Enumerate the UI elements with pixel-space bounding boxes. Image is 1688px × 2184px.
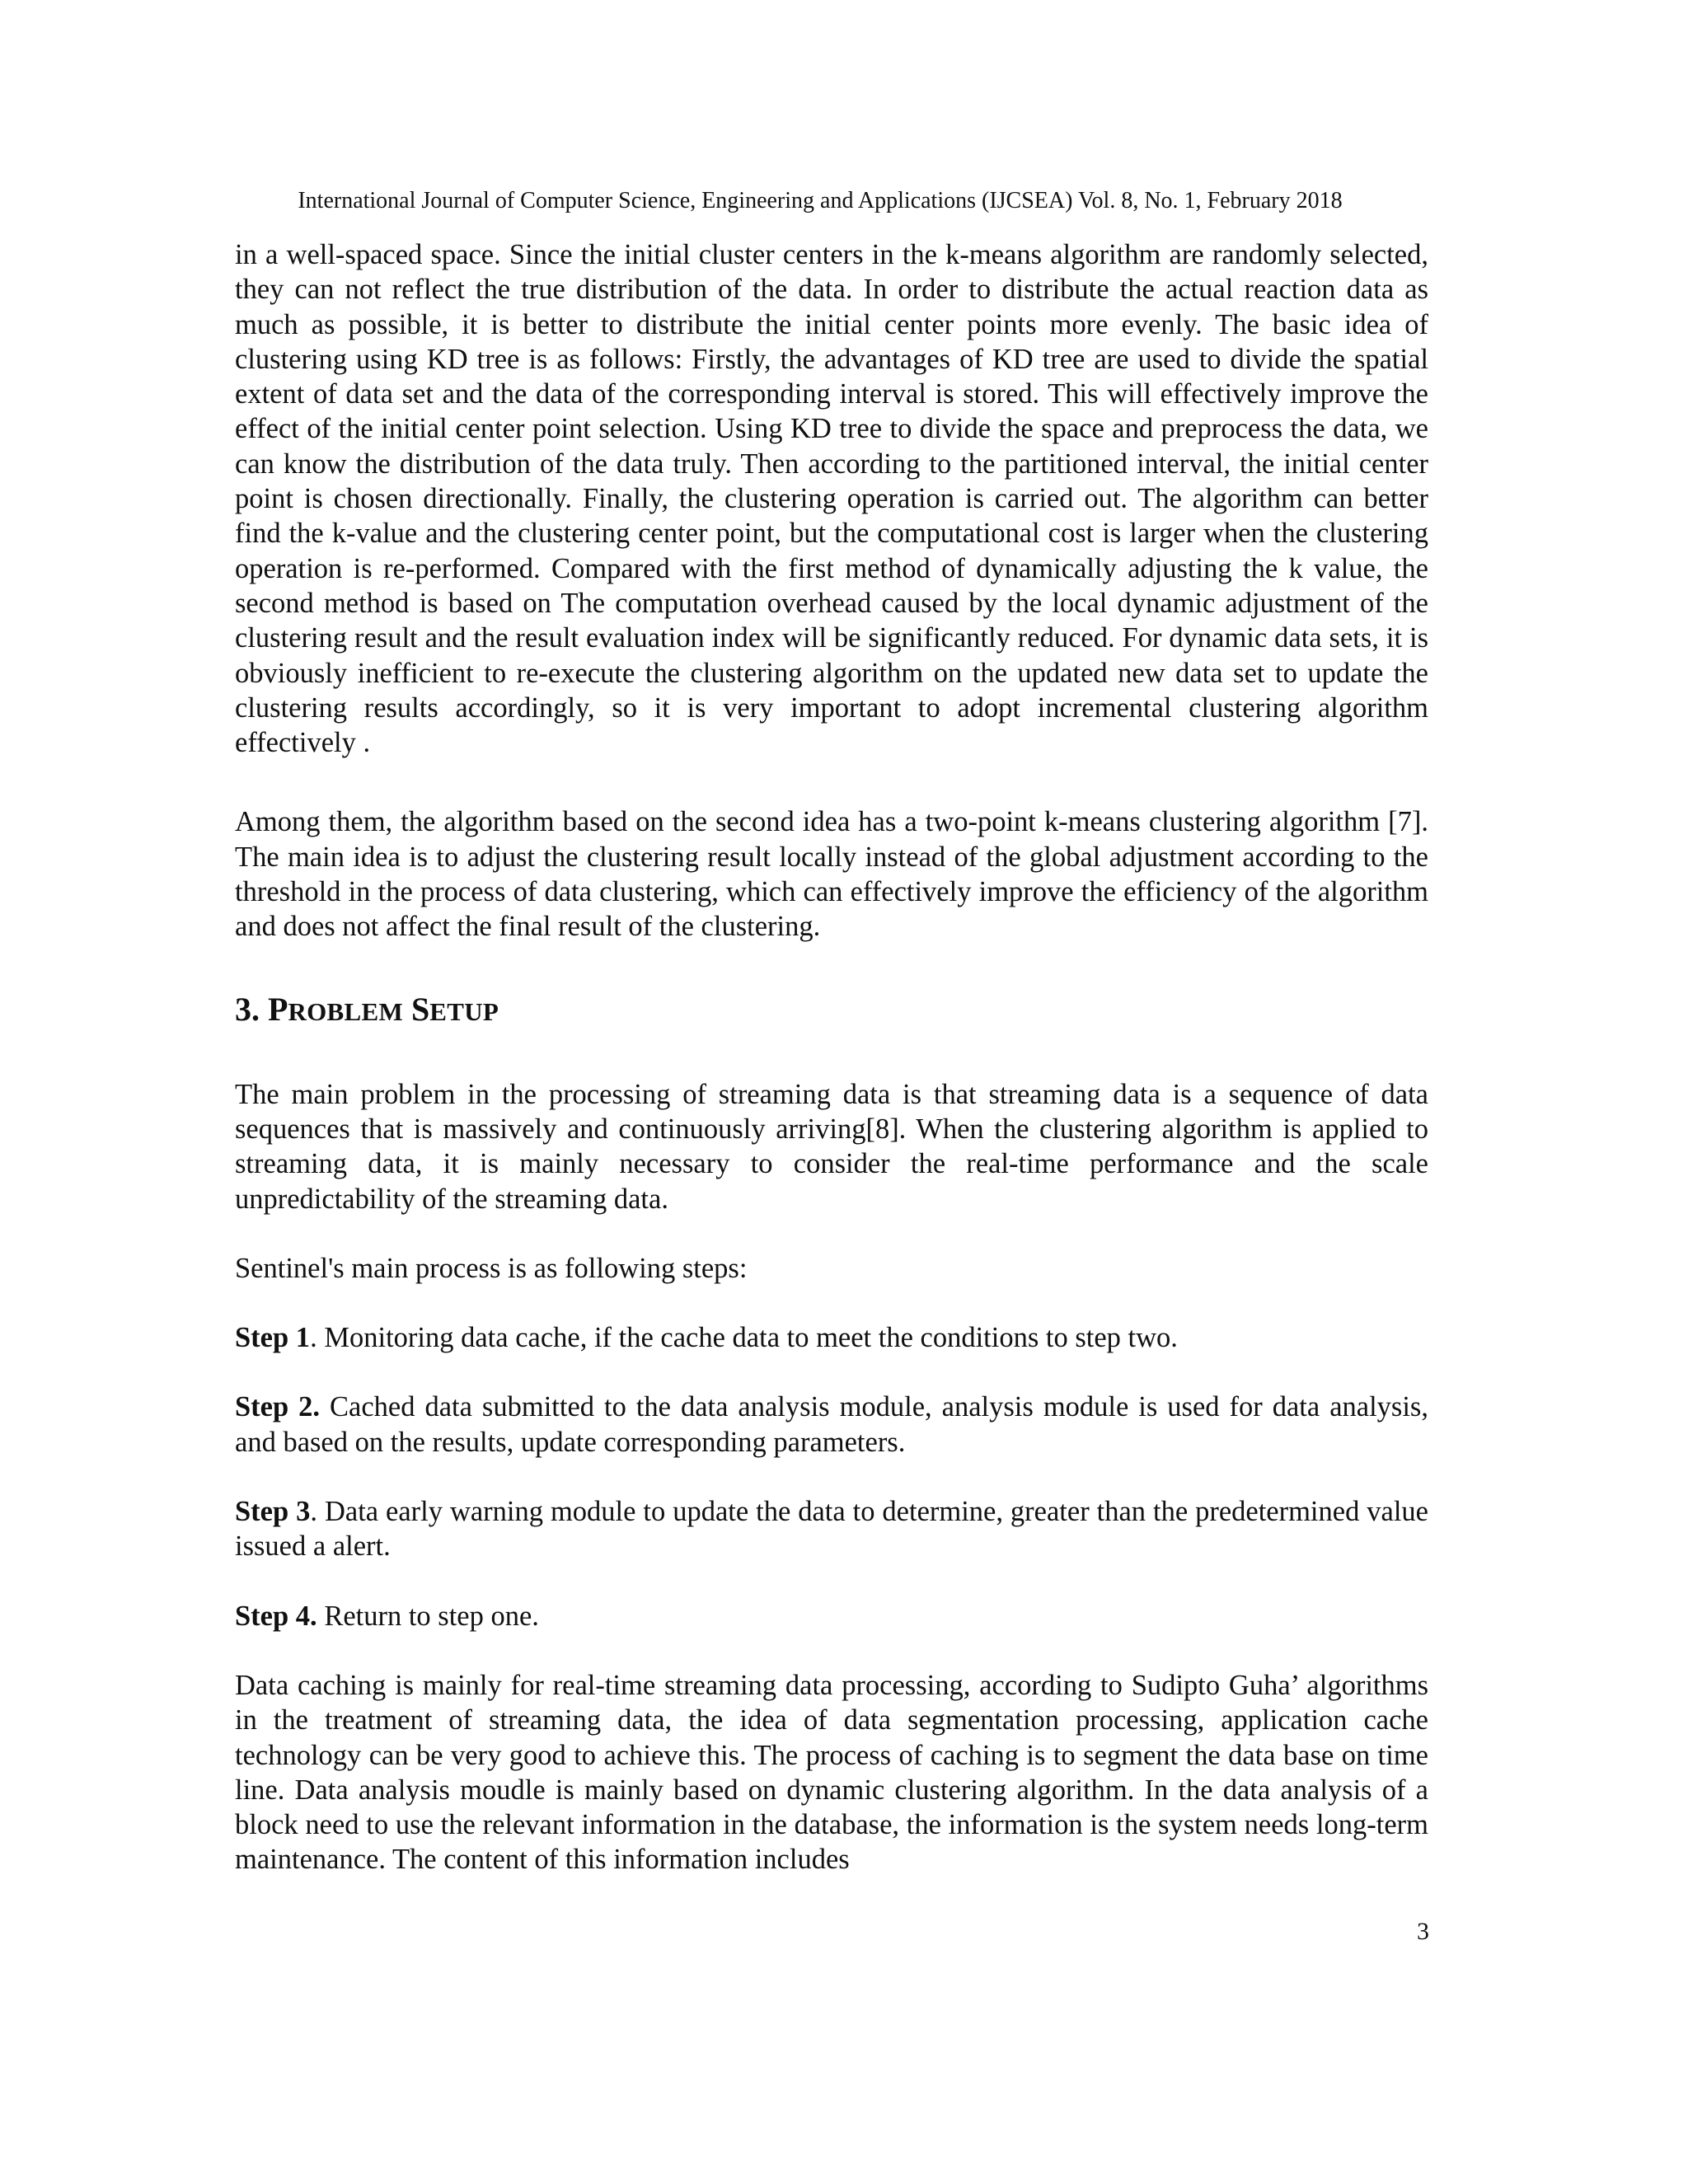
step-label: Step 2. [235,1391,321,1423]
body-paragraph: Sentinel's main process is as following steps: [235,1252,748,1284]
step-item [235,1320,1428,1355]
paragraph-spacer [235,1460,1428,1494]
step-text: Return to step one. [316,1600,539,1632]
body-paragraph: Among them, the algorithm based on the second idea has a two-point k-means clustering algorithm [7]. The main idea is to adjust the clustering result locally instead of the global adjustment according to the threshold in the process of data clustering, which can effectively improve the efficiency of the algorithm and does not affect the final result of the clustering. [235,806,1428,943]
running-header: International Journal of Computer Science, Engineering and Applications (IJCSEA) Vol. 8, No. 1, February 2018 [298,188,1343,213]
paragraph-spacer [235,1564,1428,1599]
step-text: Cached data submitted to the data analysis module, analysis module is used for data analysis, and based on the results, update corresponding parameters. [235,1391,1428,1458]
body-paragraph: The main problem in the processing of streaming data is that streaming data is a sequence of data sequences that is massively and continuously arriving[8]. When the clustering algorithm is applied to streaming data, it is mainly necessary to consider the real-time performance and the scale unpredictability of the streaming data. [235,1078,1428,1215]
heading-smallcaps: ROBLEM [288,996,404,1026]
paragraph-spacer [235,1033,1428,1077]
main-content [235,237,1428,1877]
paragraph-spacer [235,1286,1428,1320]
page-number: 3 [1417,1918,1429,1945]
paragraph-spacer [235,1216,1428,1251]
paragraph-spacer [235,1355,1428,1390]
body-paragraph: Data caching is mainly for real-time streaming data processing, according to Sudipto Guha’ algorithms in the treatment of streaming data, the idea of data segmentation processing, application cache technology can be very good to achieve this. The process of caching is to segment the data base on time line. Data analysis moudle is mainly based on dynamic clustering algorithm. In the data analysis of a block need to use the relevant information in the database, the information is the system needs long-term maintenance. The content of this information includes [235,1669,1428,1876]
step-text: . Monitoring data cache, if the cache data to meet the conditions to step two. [310,1322,1178,1354]
step-item [235,1599,1428,1633]
heading-cap: S [411,990,430,1028]
step-label: Step 1 [235,1322,311,1354]
step-label: Step 3 [235,1496,311,1528]
body-paragraph: in a well-spaced space. Since the initial cluster centers in the k-means algorithm are randomly selected, they can not reflect the true distribution of the data. In order to distribute the actual reaction data as much as possible, it is better to distribute the initial center points more evenly. The basic idea of clustering using KD tree is as follows: Firstly, the advantages of KD tree are used to divide the spatial extent of data set and the data of the corresponding interval is stored. This will effectively improve the effect of the initial center point selection. Using KD tree to divide the space and preprocess the data, we can know the distribution of the data truly. Then according to the partitioned interval, the initial center point is chosen directionally. Finally, the clustering operation is carried out. The algorithm can better find the k-value and the clustering center point, but the computational cost is larger when the clustering operation is re-performed. Compared with the first method of dynamically adjusting the k value, the second method is based on The computation overhead caused by the local dynamic adjustment of the clustering result and the result evaluation index will be significantly reduced. For dynamic data sets, it is obviously inefficient to re-execute the clustering algorithm on the updated new data set to update the clustering results accordingly, so it is very important to adopt incremental clustering algorithm effectively . [235,239,1428,759]
heading-smallcaps: ETUP [429,996,499,1026]
paragraph-spacer [235,760,1428,804]
paragraph-spacer [235,944,1428,989]
section-number: 3. [235,990,260,1028]
step-item [235,1494,1428,1564]
section-heading [235,989,1428,1033]
step-item [235,1390,1428,1460]
heading-cap: P [268,990,288,1028]
step-text: . Data early warning module to update the data to determine, greater than the predetermined value issued a alert. [235,1496,1428,1563]
step-label: Step 4. [235,1600,317,1632]
paragraph-spacer [235,1633,1428,1668]
